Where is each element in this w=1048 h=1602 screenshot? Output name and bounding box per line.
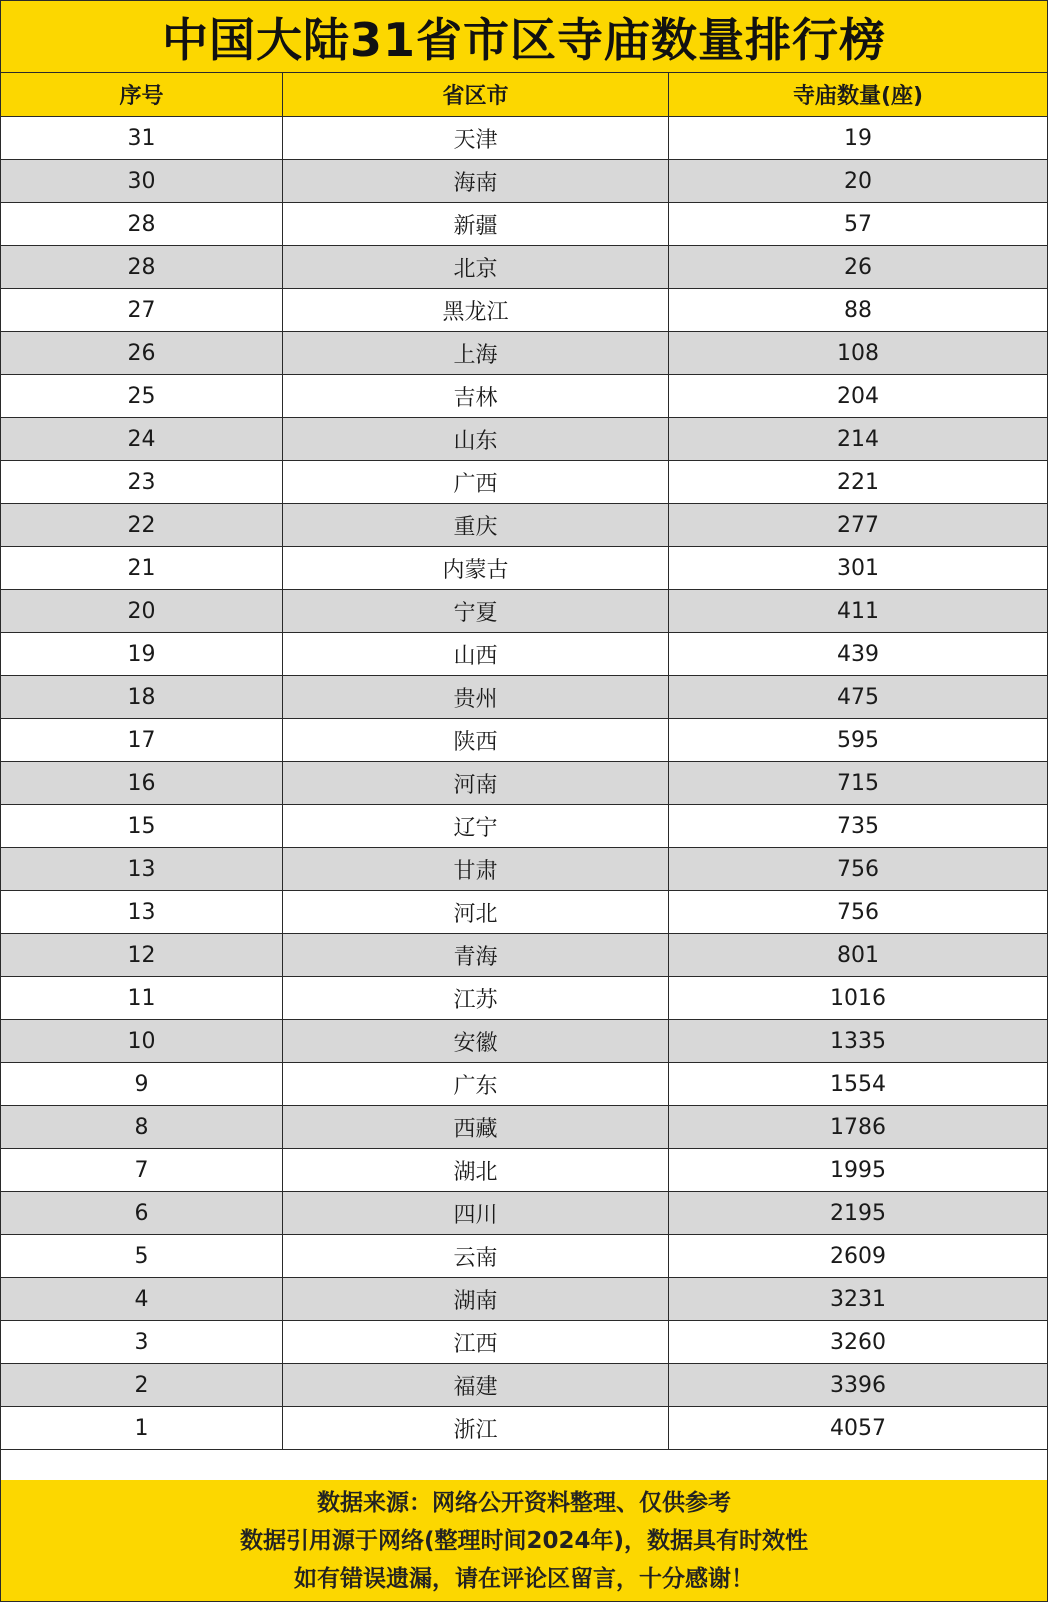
rank-cell: 5 <box>1 1235 283 1277</box>
region-cell: 安徽 <box>283 1020 669 1062</box>
table-row <box>1 1278 1047 1321</box>
table-row <box>1 160 1047 203</box>
table-row <box>1 934 1047 977</box>
region-cell: 内蒙古 <box>283 547 669 589</box>
table-row <box>1 1235 1047 1278</box>
count-cell: 108 <box>837 340 879 366</box>
count-cell: 801 <box>837 942 879 968</box>
footer-source-line: 数据来源：网络公开资料整理、仅供参考 <box>317 1489 731 1516</box>
rank-cell: 3 <box>1 1321 283 1363</box>
table-row <box>1 117 1047 160</box>
region-cell: 河北 <box>283 891 669 933</box>
count-cell: 1554 <box>830 1071 886 1097</box>
rank-cell: 20 <box>1 590 283 632</box>
count-cell: 2609 <box>830 1243 886 1269</box>
region-cell: 辽宁 <box>283 805 669 847</box>
table-row <box>1 504 1047 547</box>
region-cell: 黑龙江 <box>283 289 669 331</box>
region-cell: 山西 <box>283 633 669 675</box>
page-title: 中国大陆31省市区寺庙数量排行榜 <box>1 1 1047 73</box>
count-cell: 595 <box>837 727 879 753</box>
table-row <box>1 203 1047 246</box>
region-cell: 山东 <box>283 418 669 460</box>
region-cell: 湖南 <box>283 1278 669 1320</box>
count-cell: 57 <box>844 211 872 237</box>
region-cell: 新疆 <box>283 203 669 245</box>
table-row <box>1 633 1047 676</box>
table-row <box>1 762 1047 805</box>
count-cell: 204 <box>837 383 879 409</box>
count-cell: 715 <box>837 770 879 796</box>
region-cell: 湖北 <box>283 1149 669 1191</box>
region-cell: 天津 <box>283 117 669 159</box>
rank-cell: 17 <box>1 719 283 761</box>
count-cell: 88 <box>844 297 872 323</box>
table-row <box>1 848 1047 891</box>
count-cell: 735 <box>837 813 879 839</box>
region-cell: 贵州 <box>283 676 669 718</box>
table-row <box>1 332 1047 375</box>
table-row <box>1 1321 1047 1364</box>
table-row <box>1 1364 1047 1407</box>
table-row <box>1 547 1047 590</box>
table-row <box>1 719 1047 762</box>
table-row <box>1 590 1047 633</box>
rank-cell: 13 <box>1 848 283 890</box>
region-cell: 北京 <box>283 246 669 288</box>
rank-cell: 8 <box>1 1106 283 1148</box>
count-cell: 3260 <box>830 1329 886 1355</box>
rank-cell: 7 <box>1 1149 283 1191</box>
region-cell: 浙江 <box>283 1407 669 1449</box>
rank-cell: 4 <box>1 1278 283 1320</box>
table-header-row <box>1 73 1047 117</box>
table-body <box>1 117 1047 1450</box>
region-cell: 广西 <box>283 461 669 503</box>
region-cell: 云南 <box>283 1235 669 1277</box>
header-rank: 序号 <box>1 73 283 116</box>
table-row <box>1 375 1047 418</box>
region-cell: 青海 <box>283 934 669 976</box>
table-row <box>1 1407 1047 1450</box>
region-cell: 江西 <box>283 1321 669 1363</box>
region-cell: 海南 <box>283 160 669 202</box>
rank-cell: 26 <box>1 332 283 374</box>
count-cell: 4057 <box>830 1415 886 1441</box>
count-cell: 756 <box>837 899 879 925</box>
table-row <box>1 1020 1047 1063</box>
count-cell: 214 <box>837 426 879 452</box>
table-row <box>1 1106 1047 1149</box>
rank-cell: 25 <box>1 375 283 417</box>
header-count: 寺庙数量(座) <box>792 84 924 109</box>
count-cell: 1335 <box>830 1028 886 1054</box>
region-cell: 宁夏 <box>283 590 669 632</box>
count-cell: 439 <box>837 641 879 667</box>
table-row <box>1 1063 1047 1106</box>
count-cell: 301 <box>837 555 879 581</box>
count-cell: 221 <box>837 469 879 495</box>
table-row <box>1 676 1047 719</box>
table-row <box>1 1149 1047 1192</box>
rank-cell: 16 <box>1 762 283 804</box>
region-cell: 西藏 <box>283 1106 669 1148</box>
rank-cell: 6 <box>1 1192 283 1234</box>
rank-cell: 12 <box>1 934 283 976</box>
table-row <box>1 977 1047 1020</box>
rank-cell: 31 <box>1 117 283 159</box>
rank-cell: 19 <box>1 633 283 675</box>
count-cell: 1995 <box>830 1157 886 1183</box>
table-row <box>1 891 1047 934</box>
count-cell: 475 <box>837 684 879 710</box>
rank-cell: 21 <box>1 547 283 589</box>
header-region: 省区市 <box>283 73 669 116</box>
count-cell: 2195 <box>830 1200 886 1226</box>
rank-cell: 28 <box>1 246 283 288</box>
rank-cell: 27 <box>1 289 283 331</box>
rank-cell: 2 <box>1 1364 283 1406</box>
rank-cell: 18 <box>1 676 283 718</box>
table-row <box>1 461 1047 504</box>
table-row <box>1 1192 1047 1235</box>
rank-cell: 10 <box>1 1020 283 1062</box>
rank-cell: 24 <box>1 418 283 460</box>
count-cell: 1016 <box>830 985 886 1011</box>
count-cell: 3396 <box>830 1372 886 1398</box>
count-cell: 3231 <box>830 1286 886 1312</box>
rank-cell: 23 <box>1 461 283 503</box>
region-cell: 重庆 <box>283 504 669 546</box>
count-cell: 20 <box>844 168 872 194</box>
count-cell: 411 <box>837 598 879 624</box>
table-row <box>1 289 1047 332</box>
footer-citation-line: 数据引用源于网络(整理时间2024年)，数据具有时效性 <box>239 1527 809 1554</box>
rank-cell: 30 <box>1 160 283 202</box>
region-cell: 福建 <box>283 1364 669 1406</box>
count-cell: 19 <box>844 125 872 151</box>
table-row <box>1 418 1047 461</box>
count-cell: 277 <box>837 512 879 538</box>
rank-cell: 1 <box>1 1407 283 1449</box>
rank-cell: 28 <box>1 203 283 245</box>
rank-cell: 11 <box>1 977 283 1019</box>
rank-cell: 9 <box>1 1063 283 1105</box>
region-cell: 陕西 <box>283 719 669 761</box>
region-cell: 江苏 <box>283 977 669 1019</box>
count-cell: 1786 <box>830 1114 886 1140</box>
region-cell: 吉林 <box>283 375 669 417</box>
rank-cell: 22 <box>1 504 283 546</box>
region-cell: 甘肃 <box>283 848 669 890</box>
region-cell: 四川 <box>283 1192 669 1234</box>
table-row <box>1 246 1047 289</box>
region-cell: 广东 <box>283 1063 669 1105</box>
table-row <box>1 805 1047 848</box>
footer-feedback-line: 如有错误遗漏，请在评论区留言，十分感谢！ <box>294 1565 754 1592</box>
rank-cell: 15 <box>1 805 283 847</box>
rank-cell: 13 <box>1 891 283 933</box>
region-cell: 河南 <box>283 762 669 804</box>
region-cell: 上海 <box>283 332 669 374</box>
count-cell: 756 <box>837 856 879 882</box>
count-cell: 26 <box>844 254 872 280</box>
footer-note <box>1 1480 1047 1601</box>
